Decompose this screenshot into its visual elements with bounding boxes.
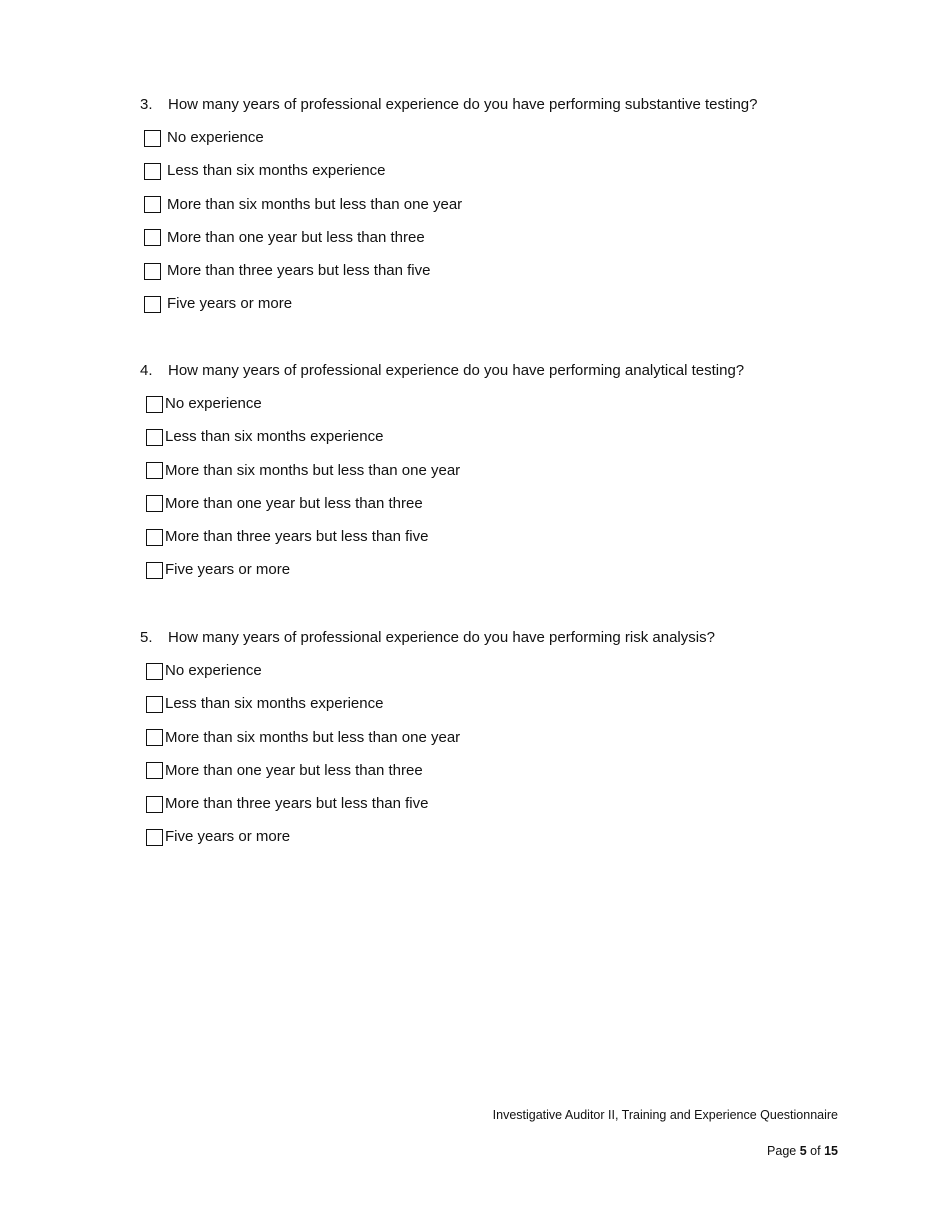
option-five-years-or-more[interactable] (140, 826, 840, 848)
option-no-experience[interactable] (140, 393, 840, 415)
checkbox[interactable] (146, 562, 163, 579)
option-five-years-or-more[interactable] (140, 559, 840, 581)
question-title (140, 628, 840, 648)
option-three-to-five-years[interactable] (140, 260, 840, 282)
page-of: of (810, 1144, 821, 1158)
question-number: 5. (140, 629, 153, 646)
page-total: 15 (824, 1144, 838, 1158)
question-3 (140, 95, 840, 315)
option-six-months-to-one-year[interactable] (140, 194, 840, 216)
option-label: More than six months but less than one year (165, 728, 461, 746)
question-number: 4. (140, 362, 153, 379)
option-six-months-to-one-year[interactable] (140, 727, 840, 749)
checkbox[interactable] (146, 462, 163, 479)
option-label: Five years or more (165, 561, 291, 579)
checkbox[interactable] (144, 296, 161, 313)
checkbox[interactable] (146, 529, 163, 546)
options-list (140, 660, 840, 848)
option-three-to-five-years[interactable] (140, 526, 840, 548)
question-number: 3. (140, 96, 153, 113)
checkbox[interactable] (144, 263, 161, 280)
checkbox[interactable] (146, 495, 163, 512)
option-label: More than one year but less than three (165, 494, 423, 512)
question-text: How many years of professional experience do you have performing risk analysis? (168, 629, 715, 646)
option-label: More than six months but less than one year (167, 195, 463, 213)
checkbox[interactable] (146, 729, 163, 746)
checkbox[interactable] (144, 163, 161, 180)
question-title (140, 361, 840, 381)
checkbox[interactable] (144, 229, 161, 246)
page-prefix: Page (767, 1144, 797, 1158)
option-label: Less than six months experience (167, 162, 386, 180)
checkbox[interactable] (146, 762, 163, 779)
option-label: Five years or more (165, 828, 291, 846)
footer-document-title: Investigative Auditor II, Training and Experience Questionnaire (492, 1108, 838, 1122)
option-one-to-three-years[interactable] (140, 227, 840, 249)
page-current: 5 (799, 1144, 807, 1158)
option-five-years-or-more[interactable] (140, 293, 840, 315)
option-label: Less than six months experience (165, 695, 384, 713)
option-less-than-six-months[interactable] (140, 426, 840, 448)
option-label: Five years or more (167, 295, 293, 313)
checkbox[interactable] (146, 429, 163, 446)
option-label: More than three years but less than five (165, 528, 429, 546)
checkbox[interactable] (146, 696, 163, 713)
option-label: More than six months but less than one year (165, 461, 461, 479)
option-label: More than three years but less than five (165, 795, 429, 813)
options-list (140, 127, 840, 315)
option-label: No experience (165, 662, 262, 679)
option-no-experience[interactable] (140, 127, 840, 149)
option-label: More than three years but less than five (167, 262, 431, 280)
option-no-experience[interactable] (140, 660, 840, 682)
checkbox[interactable] (146, 829, 163, 846)
checkbox[interactable] (146, 396, 163, 413)
checkbox[interactable] (146, 796, 163, 813)
checkbox[interactable] (144, 130, 161, 147)
option-label: Less than six months experience (165, 428, 384, 446)
option-label: No experience (165, 395, 262, 412)
checkbox[interactable] (144, 196, 161, 213)
footer-page-number (767, 1143, 838, 1159)
option-six-months-to-one-year[interactable] (140, 460, 840, 482)
option-label: No experience (167, 129, 264, 146)
option-label: More than one year but less than three (167, 228, 425, 246)
options-list (140, 393, 840, 581)
option-one-to-three-years[interactable] (140, 493, 840, 515)
question-4 (140, 361, 840, 581)
question-title (140, 95, 840, 115)
question-text: How many years of professional experience do you have performing substantive testing? (168, 96, 758, 113)
option-label: More than one year but less than three (165, 761, 423, 779)
option-three-to-five-years[interactable] (140, 793, 840, 815)
option-less-than-six-months[interactable] (140, 693, 840, 715)
option-less-than-six-months[interactable] (140, 160, 840, 182)
option-one-to-three-years[interactable] (140, 760, 840, 782)
question-5 (140, 628, 840, 848)
question-text: How many years of professional experience do you have performing analytical testing? (168, 362, 745, 379)
checkbox[interactable] (146, 663, 163, 680)
